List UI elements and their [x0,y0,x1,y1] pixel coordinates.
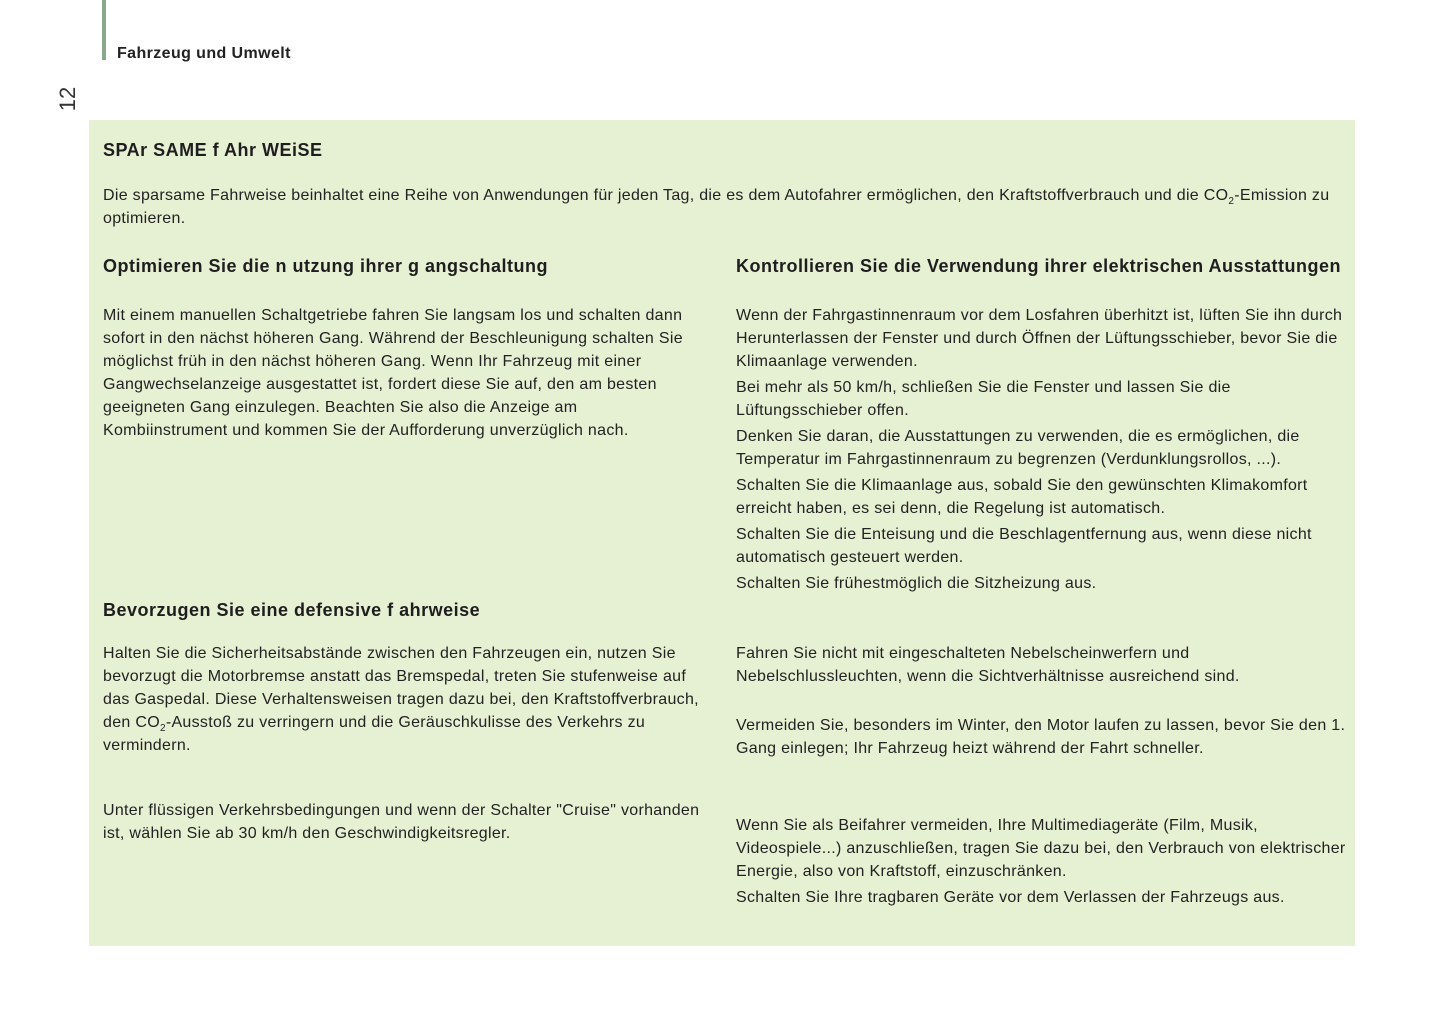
electric-item: Schalten Sie frühestmöglich die Sitzheizung aus. [736,575,1097,592]
intro-text-part1: Die sparsame Fahrweise beinhaltet eine Reihe von Anwendungen für jeden Tag, die es dem Autofahrer ermöglichen, den Kraftstoffverbrauch und die CO [103,187,1229,204]
gear-text: Mit einem manuellen Schaltgetriebe fahren Sie langsam los und schalten dann sofort in den nächst höheren Gang. Während der Beschleunigung schalten Sie möglichst früh in den nächst höheren Gang. Wenn Ihr Fahrzeug mit einer Gangwechselanzeige ausgestattet ist, fordert diese Sie auf, den am besten geeigneten Gang einzulegen. Beachten Sie also die Anzeige am Kombiinstrument und kommen Sie der Aufforderung unverzüglich nach. [103,307,683,439]
cruise-text: Unter flüssigen Verkehrsbedingungen und wenn der Schalter "Cruise" vorhanden ist, wählen Sie ab 30 km/h den Geschwindigkeitsregler. [103,802,700,842]
winter-text: Vermeiden Sie, besonders im Winter, den Motor laufen zu lassen, bevor Sie den 1. Gang einlegen; Ihr Fahrzeug heizt während der Fahrt schneller. [736,717,1346,757]
defensive-text-part1: Halten Sie die Sicherheitsabstände zwischen den Fahrzeugen ein, nutzen Sie bevorzugt die Motorbremse anstatt das Bremspedal, treten Sie stufenweise auf das Gaspedal. Diese Verhaltensweisen tragen dazu bei, den Kraftstoffverbrauch, den CO [103,645,699,731]
media-block [736,814,1348,912]
electric-item: Bei mehr als 50 km/h, schließen Sie die Fenster und lassen Sie die Lüftungsschieber offen. [736,379,1231,419]
electric-heading: Kontrollieren Sie die Verwendung ihrer elektrischen Ausstattungen [736,256,1341,276]
header-accent-bar [102,0,106,60]
intro-text-part2: -Emission zu optimieren. [103,187,1330,227]
electric-list [736,304,1348,598]
media-text: Wenn Sie als Beifahrer vermeiden, Ihre Multimediageräte (Film, Musik, Videospiele...) anzuschließen, tragen Sie dazu bei, den Verbrauch von elektrischer Energie, also von Kraftstoff, einzuschränken. [736,817,1346,880]
fog-lights-text: Fahren Sie nicht mit eingeschalteten Nebelscheinwerfern und Nebelschlussleuchten, wenn die Sichtverhältnisse ausreichend sind. [736,645,1240,685]
page-number: 12 [55,86,80,112]
defensive-text-part2: -Ausstoß zu verringern und die Geräuschkulisse des Verkehrs zu vermindern. [103,714,646,754]
intro-paragraph [103,184,1339,230]
section-title: Fahrzeug und Umwelt [117,45,291,62]
defensive-co2-subscript: 2 [159,723,166,734]
panel-title: SPAr SAME f Ahr WEiSE [103,140,323,160]
electric-item: Schalten Sie die Enteisung und die Beschlagentfernung aus, wenn diese nicht automatisch gesteuert werden. [736,526,1312,566]
electric-item: Denken Sie daran, die Ausstattungen zu verwenden, die es ermöglichen, die Temperatur im Fahrgastinnenraum zu begrenzen (Verdunklungsrollos, ...). [736,428,1300,468]
electric-item: Schalten Sie die Klimaanlage aus, sobald Sie den gewünschten Klimakomfort erreicht haben, es sei denn, die Regelung ist automatisch. [736,477,1308,517]
intro-co2-subscript: 2 [1228,196,1235,207]
eco-driving-panel [89,120,1355,946]
electric-item: Wenn der Fahrgastinnenraum vor dem Losfahren überhitzt ist, lüften Sie ihn durch Herunterlassen der Fenster und durch Öffnen der Lüftungsschieber, bevor Sie die Klimaanlage verwenden. [736,307,1343,370]
defensive-text [103,642,703,757]
defensive-heading: Bevorzugen Sie eine defensive f ahrweise [103,600,481,620]
gear-heading: Optimieren Sie die n utzung ihrer g angschaltung [103,256,549,276]
portable-devices-text: Schalten Sie Ihre tragbaren Geräte vor dem Verlassen der Fahrzeugs aus. [736,889,1285,906]
